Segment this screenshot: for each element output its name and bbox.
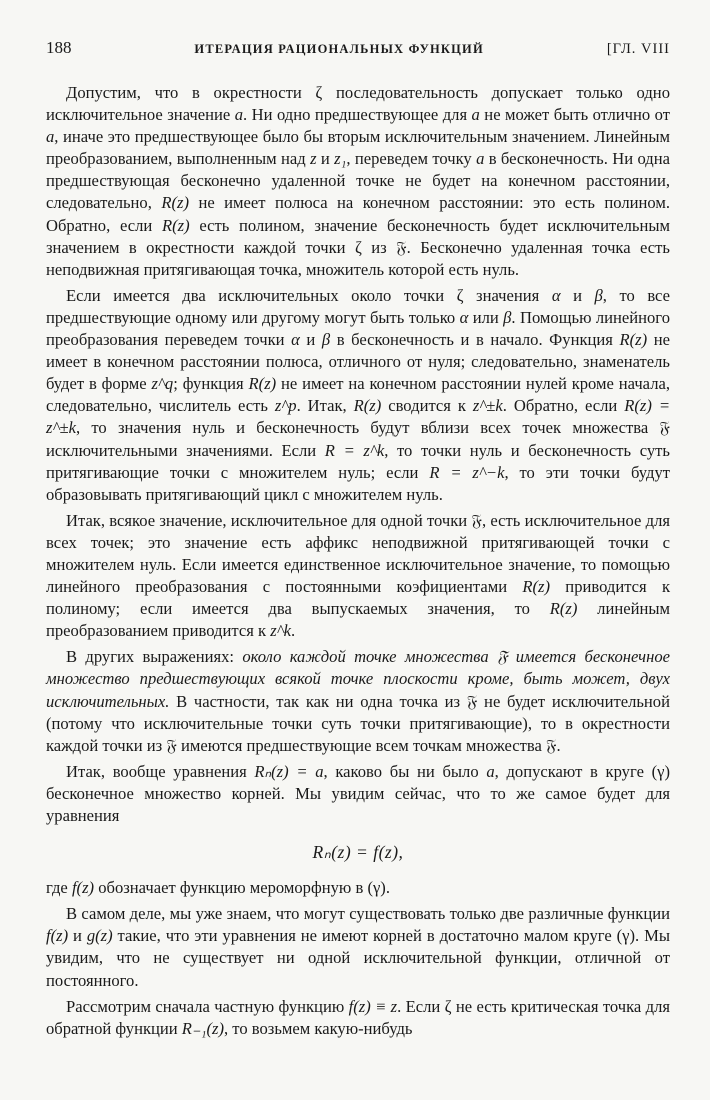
text-run: или	[468, 307, 504, 327]
math-expression: β	[321, 330, 331, 350]
paragraph-p2	[46, 285, 670, 506]
text-run: В самом деле, мы уже знаем, что могут существовать только две различные функции	[66, 904, 670, 924]
text-run: и	[316, 149, 335, 169]
text-run: , то возьмем какую-нибудь	[223, 1018, 413, 1038]
math-expression: z^q	[151, 374, 174, 394]
text-run: . Если ζ не есть критическая точка для обратной функции	[46, 996, 671, 1038]
math-expression: β	[503, 307, 512, 327]
math-expression: R(z)	[161, 193, 189, 213]
text-run: Рассмотрим сначала частную функцию	[66, 996, 349, 1016]
math-expression: z^±k	[472, 396, 503, 416]
text-run: В частности, так как ни одна точка из 𝔉 не будет исключительной (потому что исключительные точки суть точки притягивающие), то в окрестности каждой точки из 𝔉 имеются предшествующие всем точкам множества 𝔉.	[46, 691, 670, 755]
math-expression: R(z)	[619, 330, 648, 350]
text-run: и	[299, 330, 322, 350]
text-run: не может быть отлично от	[479, 105, 671, 125]
paragraph-p6	[46, 877, 670, 899]
text-run: Итак, вообще уравнения	[66, 761, 255, 781]
text-run: , то значения нуль и бесконечность будут вблизи всех точек множества 𝔉 исключительными значениями. Если	[46, 418, 670, 460]
math-expression: R(z)	[549, 599, 578, 619]
math-expression: z	[310, 149, 317, 169]
text-run: , допускают в круге (γ) бесконечное множество корней. Мы увидим сейчас, что то же самое будет для уравнения	[46, 761, 670, 825]
math-expression: R(z)	[161, 215, 190, 235]
text-run: , то все предшествующие одному или другому могут быть только	[46, 285, 670, 327]
text-run: . Ни одно предшествующее для	[243, 105, 472, 125]
text-run: не имеет на конечном расстоянии нулей кроме начала, следовательно, числитель есть	[46, 374, 670, 416]
paragraph-p3	[46, 510, 670, 643]
text-run: .	[291, 621, 296, 641]
body-text	[46, 82, 670, 1044]
math-expression: z^k	[270, 621, 292, 641]
math-expression: a	[476, 149, 485, 169]
text-run: , иначе это предшествующее было бы вторым исключительным значением. Линейным преобразованием, выполненным над	[46, 127, 670, 169]
text-run: , переведем точку	[346, 149, 477, 169]
text-run: . Обратно, если	[502, 396, 625, 416]
text-run: такие, что эти уравнения не имеют корней в достаточно малом круге (γ). Мы увидим, что не существует ни одной исключительной функции, отличной от постоянного.	[46, 926, 670, 990]
chapter-reference: [ГЛ. VIII	[606, 41, 670, 57]
math-expression: a	[471, 105, 480, 125]
math-expression: R = z^−k	[429, 462, 505, 482]
math-expression: R(z)	[522, 577, 551, 597]
paragraphs-after-formula	[46, 877, 670, 1040]
text-run: приводится к полиному; если имеется два выпускаемых значения, то	[46, 577, 671, 619]
text-run: где	[46, 878, 72, 898]
paragraphs-before-formula	[46, 82, 670, 827]
display-formula: Rₙ(z) = f(z),	[312, 842, 404, 863]
text-run: и	[68, 926, 87, 946]
running-title: ИТЕРАЦИЯ РАЦИОНАЛЬНЫХ ФУНКЦИЙ	[194, 42, 484, 56]
math-expression: R(z)	[353, 396, 382, 416]
math-expression: a	[234, 105, 243, 125]
emphasized-text: около каждой точке множества 𝔉 имеется бесконечное множество предшествующих всякой точке плоскости кроме, быть может, двух исключительных.	[46, 647, 670, 711]
text-run: Допустим, что в окрестности ζ последовательность допускает только одно исключительное значение	[46, 83, 670, 125]
text-run: в бесконечность и в начало. Функция	[330, 330, 620, 350]
text-run: Если имеется два исключительных около точки ζ значения	[66, 285, 552, 305]
math-expression: f(z)	[71, 878, 95, 898]
text-run: в бесконечность. Ни одна предшествующая бесконечно удаленной точке не будет на конечном расстоянии, следовательно,	[46, 149, 670, 213]
page-number: 188	[46, 38, 72, 57]
text-run: не имеет в конечном расстоянии полюса, отличного от нуля; следовательно, знаменатель будет в форме	[46, 330, 670, 394]
math-expression: z^p	[274, 396, 297, 416]
math-expression: R₋₁(z)	[181, 1018, 224, 1038]
paragraph-p7	[46, 903, 670, 991]
math-expression: f(z)	[46, 926, 69, 946]
math-expression: R(z)	[248, 374, 277, 394]
page-header	[46, 38, 670, 62]
text-run: и	[560, 285, 595, 305]
math-expression: α	[291, 330, 300, 350]
text-run: не имеет полюса на конечном расстоянии: это есть полином. Обратно, если	[46, 193, 670, 235]
math-expression: z₁	[334, 149, 347, 169]
math-expression: Rₙ(z) = a	[254, 761, 324, 781]
text-run: Итак, всякое значение, исключительное для одной точки 𝔉, есть исключительное для всех точек; это значение есть аффикс неподвижной притягивающей точки с множителем нуль. Если имеется единственное исключительное значение, то помощью линейного преобразования с постоянными коэфициентами	[46, 510, 670, 597]
text-run: . Помощью линейного преобразования переведем точки	[46, 307, 670, 350]
math-expression: R = z^k	[324, 440, 385, 460]
paragraph-p5	[46, 761, 670, 827]
text-run: . Итак,	[296, 396, 354, 416]
text-run: есть полином, значение бесконечность будет исключительным значением в окрестности каждой точки ζ из 𝔉. Бесконечно удаленная точка есть неподвижная притягивающая точка, множитель которой есть нуль.	[46, 215, 670, 279]
text-run: В других выражениях:	[66, 647, 243, 667]
math-expression: g(z)	[86, 926, 113, 946]
text-run: , то эти точки будут образовывать притягивающий цикл с множителем нуль.	[46, 462, 670, 504]
text-run: сводится к	[381, 396, 473, 416]
math-expression: R(z) = z^±k	[46, 396, 671, 438]
paragraph-p4	[46, 646, 670, 756]
text-run: обозначает функцию мероморфную в (γ).	[94, 878, 390, 898]
paragraph-p8	[46, 996, 670, 1040]
math-expression: α	[459, 307, 469, 327]
text-run: , каково бы ни было	[323, 761, 487, 781]
math-expression: α	[551, 285, 561, 305]
text-run: , то точки нуль и бесконечность суть притягивающие точки с множителем нуль; если	[46, 440, 670, 482]
text-run: ; функция	[173, 374, 249, 394]
math-expression: f(z) ≡ z	[348, 996, 398, 1016]
math-expression: β	[594, 285, 603, 305]
text-run: линейным преобразованием приводится к	[46, 599, 670, 641]
math-expression: a	[486, 761, 495, 781]
paragraph-p1	[46, 82, 670, 281]
math-expression: a	[46, 127, 55, 147]
